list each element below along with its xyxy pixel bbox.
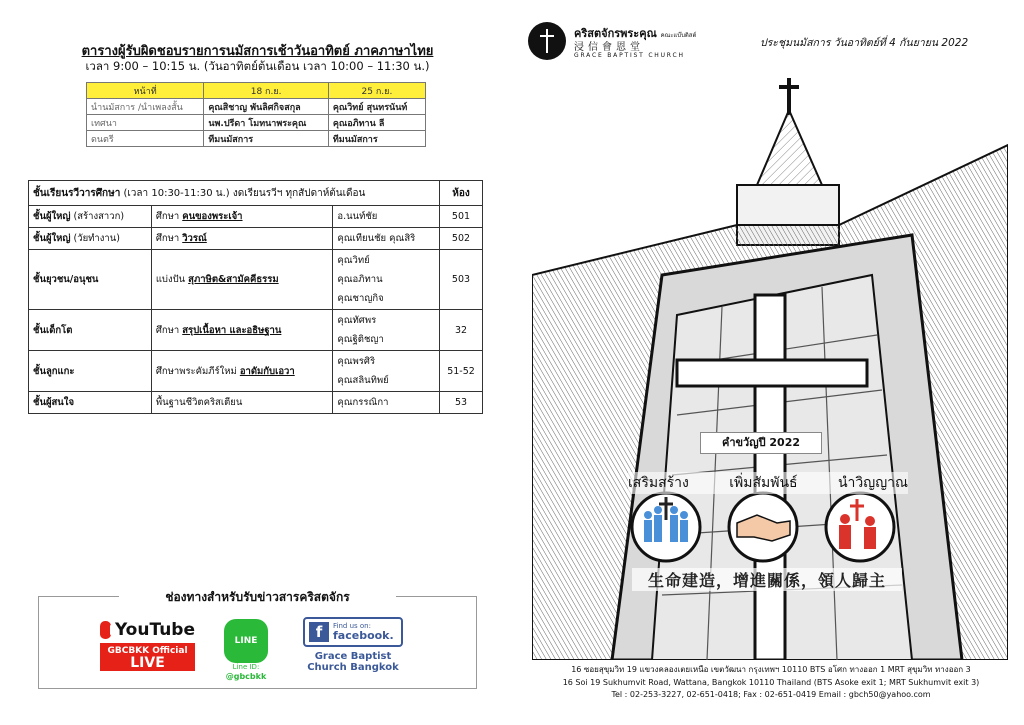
class-header — [29, 181, 440, 206]
duty-row — [87, 99, 426, 115]
class-study-topic: วิวรณ์ — [182, 233, 207, 244]
youtube-logo — [100, 620, 195, 640]
class-study — [151, 351, 333, 392]
class-rows — [29, 206, 483, 414]
facebook-text — [333, 622, 394, 642]
class-teacher: อ.นนท์ชัย — [337, 211, 378, 222]
duty-person: คุณวิทย์ สุนทรนันท์ — [328, 99, 425, 115]
duty-person: คุณอภิทาน ลี — [328, 115, 425, 131]
steeple — [757, 110, 822, 185]
class-level-name: ชั้นยุวชน/อนุชน — [33, 274, 99, 285]
class-header-bold: ชั้นเรียนรวีวารศึกษา — [33, 187, 121, 199]
class-teacher: คุณกรรณิกา — [337, 397, 389, 408]
duty-title: ตารางผู้รับผิดชอบรายการนมัสการเช้าวันอาทิตย์ ภาคภาษาไทย — [81, 44, 434, 59]
duty-role: เทศนา — [87, 115, 204, 131]
facebook-box — [303, 617, 403, 647]
theme-title: คำขวัญปี 2022 — [700, 432, 822, 454]
line-badge[interactable] — [222, 619, 270, 682]
duty-header: หน้าที่ — [87, 83, 204, 99]
class-level-extra: (วัยทำงาน) — [70, 233, 120, 244]
duty-subtitle: เวลา 9:00 – 10:15 น. (วันอาทิตย์ต้นเดือน เวลา 10:00 – 11:30 น.) — [85, 59, 430, 73]
class-study — [151, 392, 333, 414]
theme-chinese: 生命建造，增進關係，領人歸主 — [632, 568, 902, 591]
class-teachers — [333, 351, 440, 392]
duty-header-row — [87, 83, 426, 99]
duty-role: นำนมัสการ /นำเพลงสั้น — [87, 99, 204, 115]
class-study-topic: คนของพระเจ้า — [182, 211, 243, 222]
class-teachers — [333, 310, 440, 351]
class-teachers — [333, 206, 440, 228]
class-level-name: ชั้นผู้ใหญ่ — [33, 233, 71, 244]
duty-person: คุณสิชาญ พันลิศกิจสกุล — [204, 99, 329, 115]
class-table — [28, 180, 483, 414]
channels-title: ช่องทางสำหรับรับข่าวสารคริสตจักร — [165, 590, 350, 604]
class-header-room: ห้อง — [440, 181, 483, 206]
class-row — [29, 206, 483, 228]
class-room: 51-52 — [440, 351, 483, 392]
class-level-name: ชั้นลูกแกะ — [33, 365, 75, 377]
duty-header: 18 ก.ย. — [204, 83, 329, 99]
class-study — [151, 250, 333, 310]
duty-row — [87, 131, 426, 147]
people-cross-icon — [826, 493, 894, 561]
class-study — [151, 206, 333, 228]
youtube-channel: GBCBKK Official — [107, 646, 188, 656]
class-level — [29, 351, 152, 392]
address-en: 16 Soi 19 Sukhumvit Road, Wattana, Bangkok 10110 Thailand (BTS Asoke exit 1; MRT Sukhumvit exit 3) — [562, 677, 980, 687]
class-room: 501 — [440, 206, 483, 228]
church-address — [536, 664, 1006, 702]
class-level-name: ชั้นผู้ใหญ่ — [33, 211, 71, 222]
facebook-badge[interactable] — [303, 617, 403, 673]
youtube-badge[interactable] — [100, 620, 195, 680]
cross-logo-icon — [528, 22, 566, 60]
line-icon — [224, 619, 268, 663]
class-teacher: คุณอภิทาน — [337, 274, 383, 285]
theme-word: นำวิญญาณ — [837, 475, 908, 491]
class-room: 502 — [440, 228, 483, 250]
line-id — [222, 663, 270, 682]
class-teacher: คุณชาญกิจ — [337, 293, 384, 304]
class-study-prefix: ศึกษา — [155, 324, 183, 336]
class-room: 53 — [440, 392, 483, 414]
duty-header: 25 ก.ย. — [328, 83, 425, 99]
class-teachers — [333, 250, 440, 310]
theme-word: เพิ่มสัมพันธ์ — [729, 475, 798, 491]
class-row — [29, 351, 483, 392]
class-row — [29, 310, 483, 351]
class-row — [29, 250, 483, 310]
youtube-brand: YouTube — [114, 620, 195, 640]
class-level — [29, 392, 152, 414]
church-name-cn: 浸信會恩堂 — [574, 42, 644, 53]
class-level-extra: (สร้างสาวก) — [70, 211, 125, 222]
line-id-label: Line ID: — [232, 663, 260, 671]
church-name-th-main: คริสตจักรพระคุณ — [574, 27, 657, 40]
class-level-name: ชั้นผู้สนใจ — [33, 397, 75, 408]
address-contact: Tel : 02-253-3227, 02-651-0418; Fax : 02-651-0419 Email : gbch50@yahoo.com — [611, 690, 931, 699]
duty-person: นพ.ปรีดา โมทนาพระคุณ — [204, 115, 329, 131]
class-level — [29, 228, 152, 250]
duty-person: ทีมนมัสการ — [328, 131, 425, 147]
class-teacher: คุณพรศิริ — [337, 356, 376, 367]
class-row — [29, 228, 483, 250]
line-id-value: @gbcbkk — [225, 672, 267, 681]
facebook-brand: facebook. — [333, 629, 394, 642]
class-header-rest: (เวลา 10:30-11:30 น.) งดเรียนรวีฯ ทุกสัปดาห์ต้นเดือน — [120, 187, 366, 199]
class-study-prefix: พื้นฐานชีวิตคริสเตียน — [155, 397, 243, 408]
class-teachers — [333, 392, 440, 414]
class-study-prefix: ศึกษาพระคัมภีร์ใหม่ — [155, 365, 240, 377]
class-teachers — [333, 228, 440, 250]
class-study-topic: สุภาษิต&สามัคคีธรรม — [188, 274, 279, 285]
church-name-en: GRACE BAPTIST CHURCH — [574, 52, 685, 59]
class-study-topic: สรุปเนื้อหา และอธิษฐาน — [182, 324, 282, 336]
class-study-topic: อาดัมกับเอวา — [239, 365, 295, 377]
class-teacher: คุณทัศพร — [337, 315, 377, 326]
meeting-date: ประชุมนมัสการ วันอาทิตย์ที่ 4 กันยายน 2022 — [760, 37, 969, 49]
class-teacher: คุณสลินทิพย์ — [337, 375, 389, 386]
youtube-live: LIVE — [130, 655, 165, 671]
class-study — [151, 310, 333, 351]
class-teacher: คุณวิทย์ — [337, 255, 370, 266]
duty-role: ดนตรี — [87, 131, 204, 147]
church-name-th-small: คณะแบ๊บติสต์ — [660, 32, 697, 39]
church-logo — [528, 22, 728, 62]
class-teacher: คุณฐิติชญา — [337, 334, 384, 345]
class-level — [29, 206, 152, 228]
facebook-icon: f — [309, 622, 329, 642]
address-th: 16 ซอยสุขุมวิท 19 แขวงคลองเตยเหนือ เขตวัฒนา กรุงเทพฯ 10110 BTS อโศก ทางออก 1 MRT สุขุมวิท ทางออก 3 — [571, 665, 971, 674]
class-study — [151, 228, 333, 250]
youtube-play-icon — [100, 621, 111, 639]
class-teacher: คุณเทียนชัย คุณสิริ — [337, 233, 416, 244]
theme-words — [628, 472, 908, 494]
class-study-prefix: ศึกษา — [155, 211, 183, 222]
theme-word: เสริมสร้าง — [628, 475, 689, 491]
duty-table — [86, 82, 426, 147]
duty-person: ทีมนมัสการ — [204, 131, 329, 147]
class-row — [29, 392, 483, 414]
duty-row — [87, 115, 426, 131]
line-brand: LINE — [234, 636, 258, 646]
class-room: 503 — [440, 250, 483, 310]
class-level-name: ชั้นเด็กโต — [33, 324, 73, 336]
class-level — [29, 250, 152, 310]
class-room: 32 — [440, 310, 483, 351]
facebook-find: Find us on: — [333, 622, 371, 630]
class-study-prefix: แบ่งปัน — [155, 274, 189, 285]
facebook-page-name: Grace Baptist Church Bangkok — [307, 651, 399, 673]
class-level — [29, 310, 152, 351]
class-header-row — [29, 181, 483, 206]
theme-icons — [632, 493, 894, 561]
youtube-live-banner — [100, 643, 195, 671]
class-study-prefix: ศึกษา — [155, 233, 183, 244]
